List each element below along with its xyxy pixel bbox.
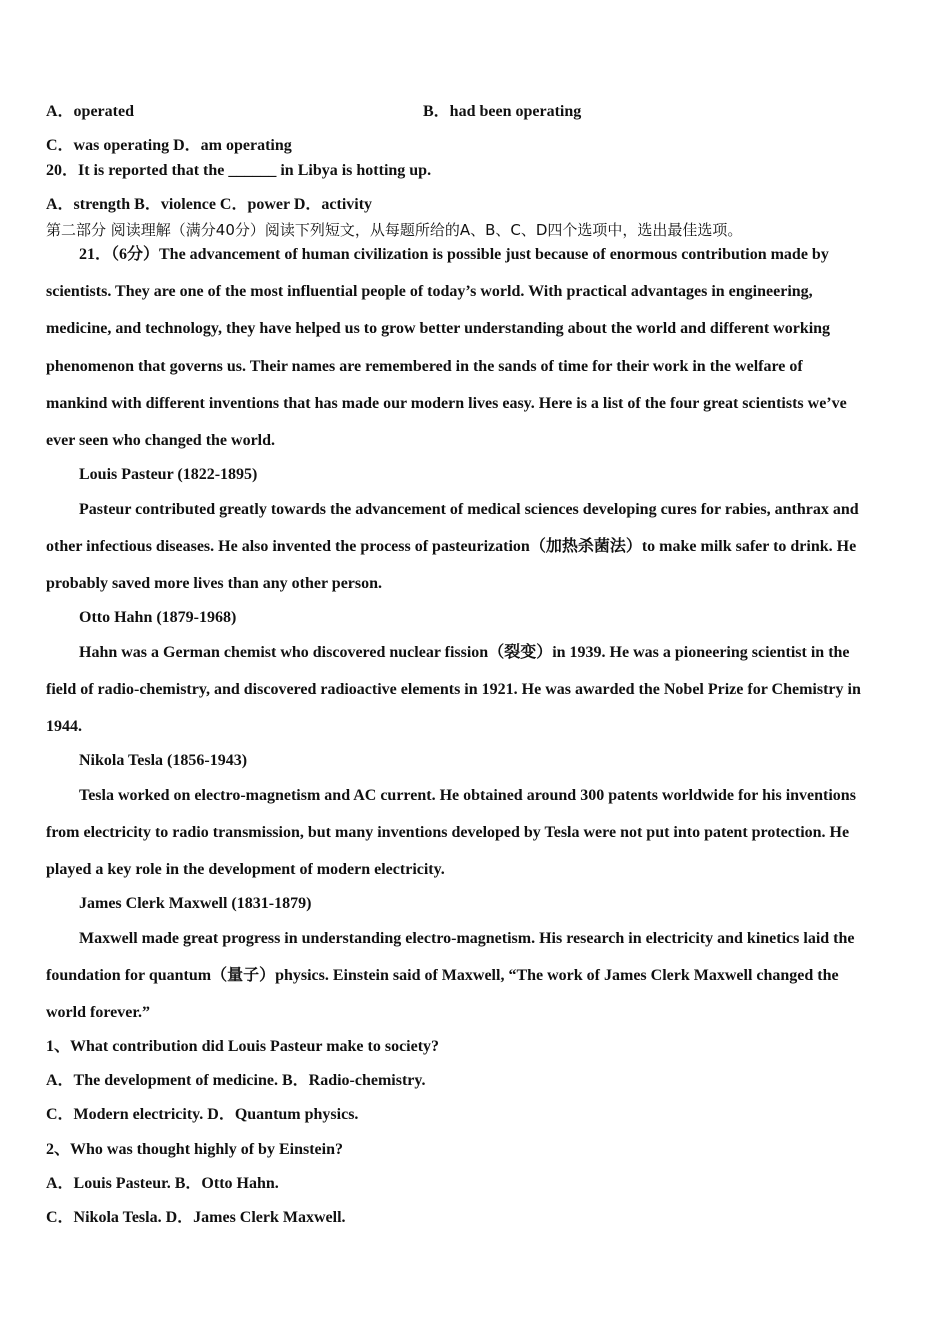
maxwell-text-line: Maxwell made great progress in understanding electro-magnetism. His research in electricity and kinetics laid the <box>79 930 855 947</box>
question-2-stem: 2、Who was thought highly of by Einstein? <box>46 1141 343 1158</box>
maxwell-heading: James Clerk Maxwell (1831-1879) <box>79 895 312 912</box>
passage-intro-line: phenomenon that governs us. Their names are remembered in the sands of time for their work in the welfare of <box>46 358 803 375</box>
tesla-text-line: Tesla worked on electro-magnetism and AC current. He obtained around 300 patents worldwide for his inventions <box>79 787 856 804</box>
tesla-text-line: from electricity to radio transmission, but many inventions developed by Tesla were not put into patent protection. He <box>46 824 850 841</box>
question-1-options-cd: C．Modern electricity. D．Quantum physics. <box>46 1106 359 1123</box>
section2-header: 第二部分 阅读理解（满分40分）阅读下列短文，从每题所给的A、B、C、D四个选项中，选出最佳选项。 <box>46 221 743 239</box>
passage-intro-line: medicine, and technology, they have helped us to grow better understanding about the world and different working <box>46 320 831 337</box>
tesla-heading: Nikola Tesla (1856-1943) <box>79 752 248 769</box>
q19-option-b: B．had been operating <box>423 103 582 120</box>
pasteur-text-line: other infectious diseases. He also invented the process of pasteurization（加热杀菌法）to make milk safer to drink. He <box>46 538 857 555</box>
maxwell-text-line: world forever.” <box>46 1004 150 1021</box>
hahn-text-line: 1944. <box>46 718 82 735</box>
q19-options-cd: C．was operating D．am operating <box>46 137 292 154</box>
question-1-options-ab: A．The development of medicine. B．Radio-chemistry. <box>46 1072 426 1089</box>
passage-intro-line: mankind with different inventions that has made our modern lives easy. Here is a list of the four great scientists we’ve <box>46 395 847 412</box>
question-2-options-ab: A．Louis Pasteur. B．Otto Hahn. <box>46 1175 279 1192</box>
pasteur-text-line: Pasteur contributed greatly towards the advancement of medical sciences developing cures for rabies, anthrax and <box>79 501 859 518</box>
pasteur-heading: Louis Pasteur (1822-1895) <box>79 466 258 483</box>
question-2-options-cd: C．Nikola Tesla. D．James Clerk Maxwell. <box>46 1209 346 1226</box>
hahn-text-line: Hahn was a German chemist who discovered nuclear fission（裂变）in 1939. He was a pioneering scientist in the <box>79 644 850 661</box>
tesla-text-line: played a key role in the development of modern electricity. <box>46 861 445 878</box>
q19-option-a: A．operated <box>46 103 134 120</box>
q19-options-ab <box>46 102 582 122</box>
passage-intro-line: 21．（6分）The advancement of human civilization is possible just because of enormous contribution made by <box>79 246 829 263</box>
maxwell-text-line: foundation for quantum（量子）physics. Einstein said of Maxwell, “The work of James Clerk Maxwell changed the <box>46 967 839 984</box>
passage-intro-line: ever seen who changed the world. <box>46 432 276 449</box>
hahn-text-line: field of radio-chemistry, and discovered radioactive elements in 1921. He was awarded the Nobel Prize for Chemistry in <box>46 681 861 698</box>
question-1-stem: 1、What contribution did Louis Pasteur make to society? <box>46 1038 440 1055</box>
hahn-heading: Otto Hahn (1879-1968) <box>79 609 237 626</box>
passage-intro-line: scientists. They are one of the most influential people of today’s world. With practical advantages in engineering, <box>46 283 813 300</box>
pasteur-text-line: probably saved more lives than any other person. <box>46 575 383 592</box>
q20-stem: 20．It is reported that the ______ in Libya is hotting up. <box>46 162 432 179</box>
q20-options: A．strength B．violence C．power D．activity <box>46 196 373 213</box>
